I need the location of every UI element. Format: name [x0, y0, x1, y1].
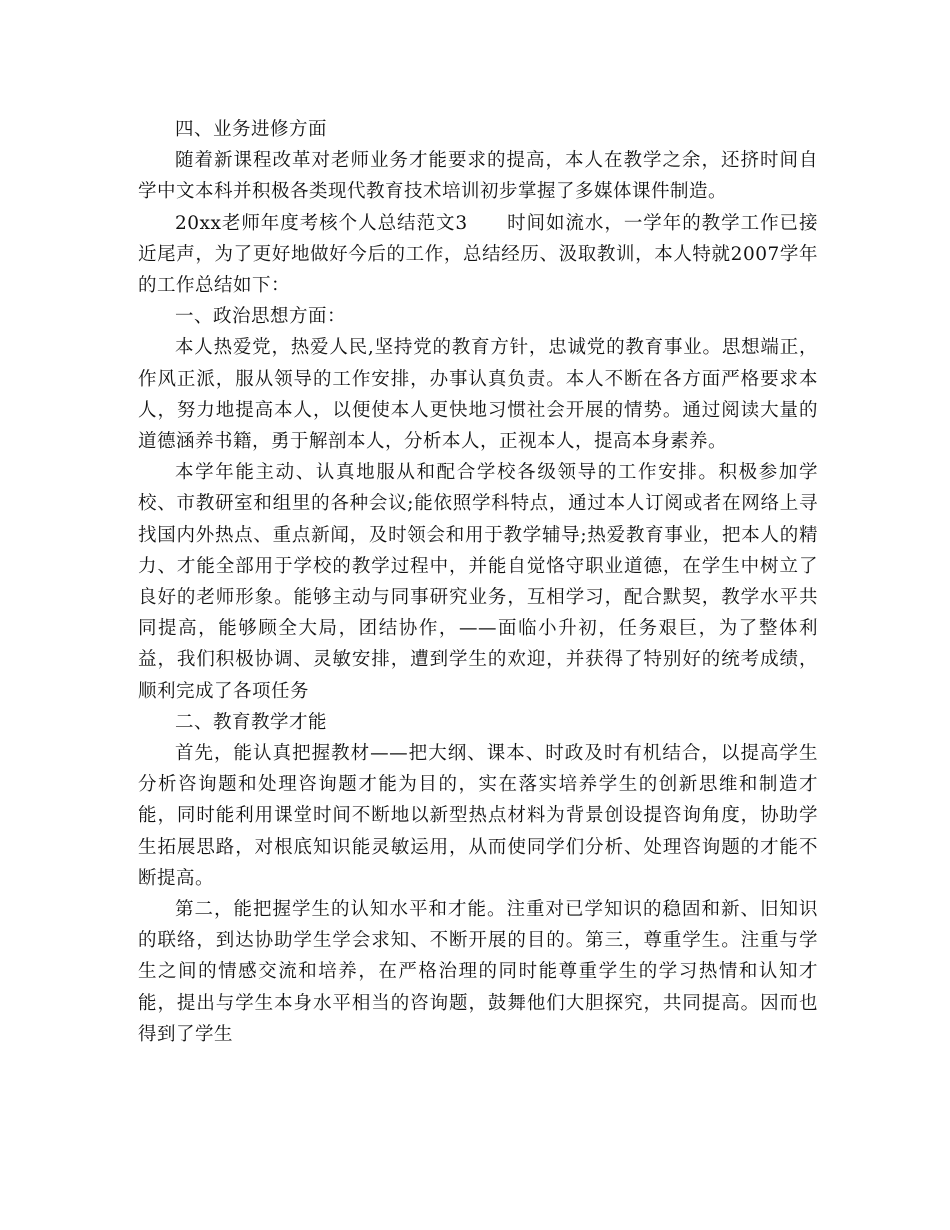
section-heading-political: 一、政治思想方面：: [175, 306, 347, 328]
paragraph-business-study: 随着新课程改革对老师业务才能要求的提高，本人在教学之余，还挤时间自学中文本科并积极各类现代教育技术培训初步掌握了多媒体课件制造。: [138, 150, 818, 203]
document-body: [138, 114, 818, 1050]
section-heading-business-study: 四、业务进修方面: [175, 119, 328, 140]
paragraph-summary-intro: 20xx老师年度考核个人总结范文3 时间如流水，一学年的教学工作已接近尾声，为了更好地做好今后的工作，总结经历、汲取教训，本人特就2007学年的工作总结如下：: [138, 212, 818, 297]
paragraph-political-2: 本学年能主动、认真地服从和配合学校各级领导的工作安排。积极参加学校、市教研室和组里的各种会议;能依照学科特点，通过本人订阅或者在网络上寻找国内外热点、重点新闻，及时领会和用于教学辅导;热爱教育事业，把本人的精力、才能全部用于学校的教学过程中，并能自觉恪守职业道德，在学生中树立了良好的老师形象。能够主动与同事研究业务，互相学习，配合默契，教学水平共同提高，能够顾全大局，团结协作，——面临小升初，任务艰巨，为了整体利益，我们积极协调、灵敏安排，遭到学生的欢迎，并获得了特别好的统考成绩，顺利完成了各项任务: [138, 462, 818, 702]
paragraph-political-1: 本人热爱党，热爱人民,坚持党的教育方针，忠诚党的教育事业。思想端正，作风正派，服从领导的工作安排，办事认真负责。本人不断在各方面严格要求本人，努力地提高本人，以便使本人更快地习惯社会开展的情势。通过阅读大量的道德涵养书籍，勇于解剖本人，分析本人，正视本人，提高本身素养。: [138, 337, 818, 453]
paragraph-teaching-1: 首先，能认真把握教材——把大纲、课本、时政及时有机结合，以提高学生分析咨询题和处理咨询题才能为目的，实在落实培养学生的创新思维和制造才能，同时能利用课堂时间不断地以新型热点材料为背景创设提咨询角度，协助学生拓展思路，对根底知识能灵敏运用，从而使同学们分析、处理咨询题的才能不断提高。: [138, 743, 818, 889]
section-heading-teaching: 二、教育教学才能: [175, 711, 328, 733]
paragraph-teaching-2: 第二，能把握学生的认知水平和才能。注重对已学知识的稳固和新、旧知识的联络，到达协助学生学会求知、不断开展的目的。第三，尊重学生。注重与学生之间的情感交流和培养，在严格治理的同时能尊重学生的学习热情和认知才能，提出与学生本身水平相当的咨询题，鼓舞他们大胆探究，共同提高。因而也得到了学生: [138, 899, 818, 1045]
